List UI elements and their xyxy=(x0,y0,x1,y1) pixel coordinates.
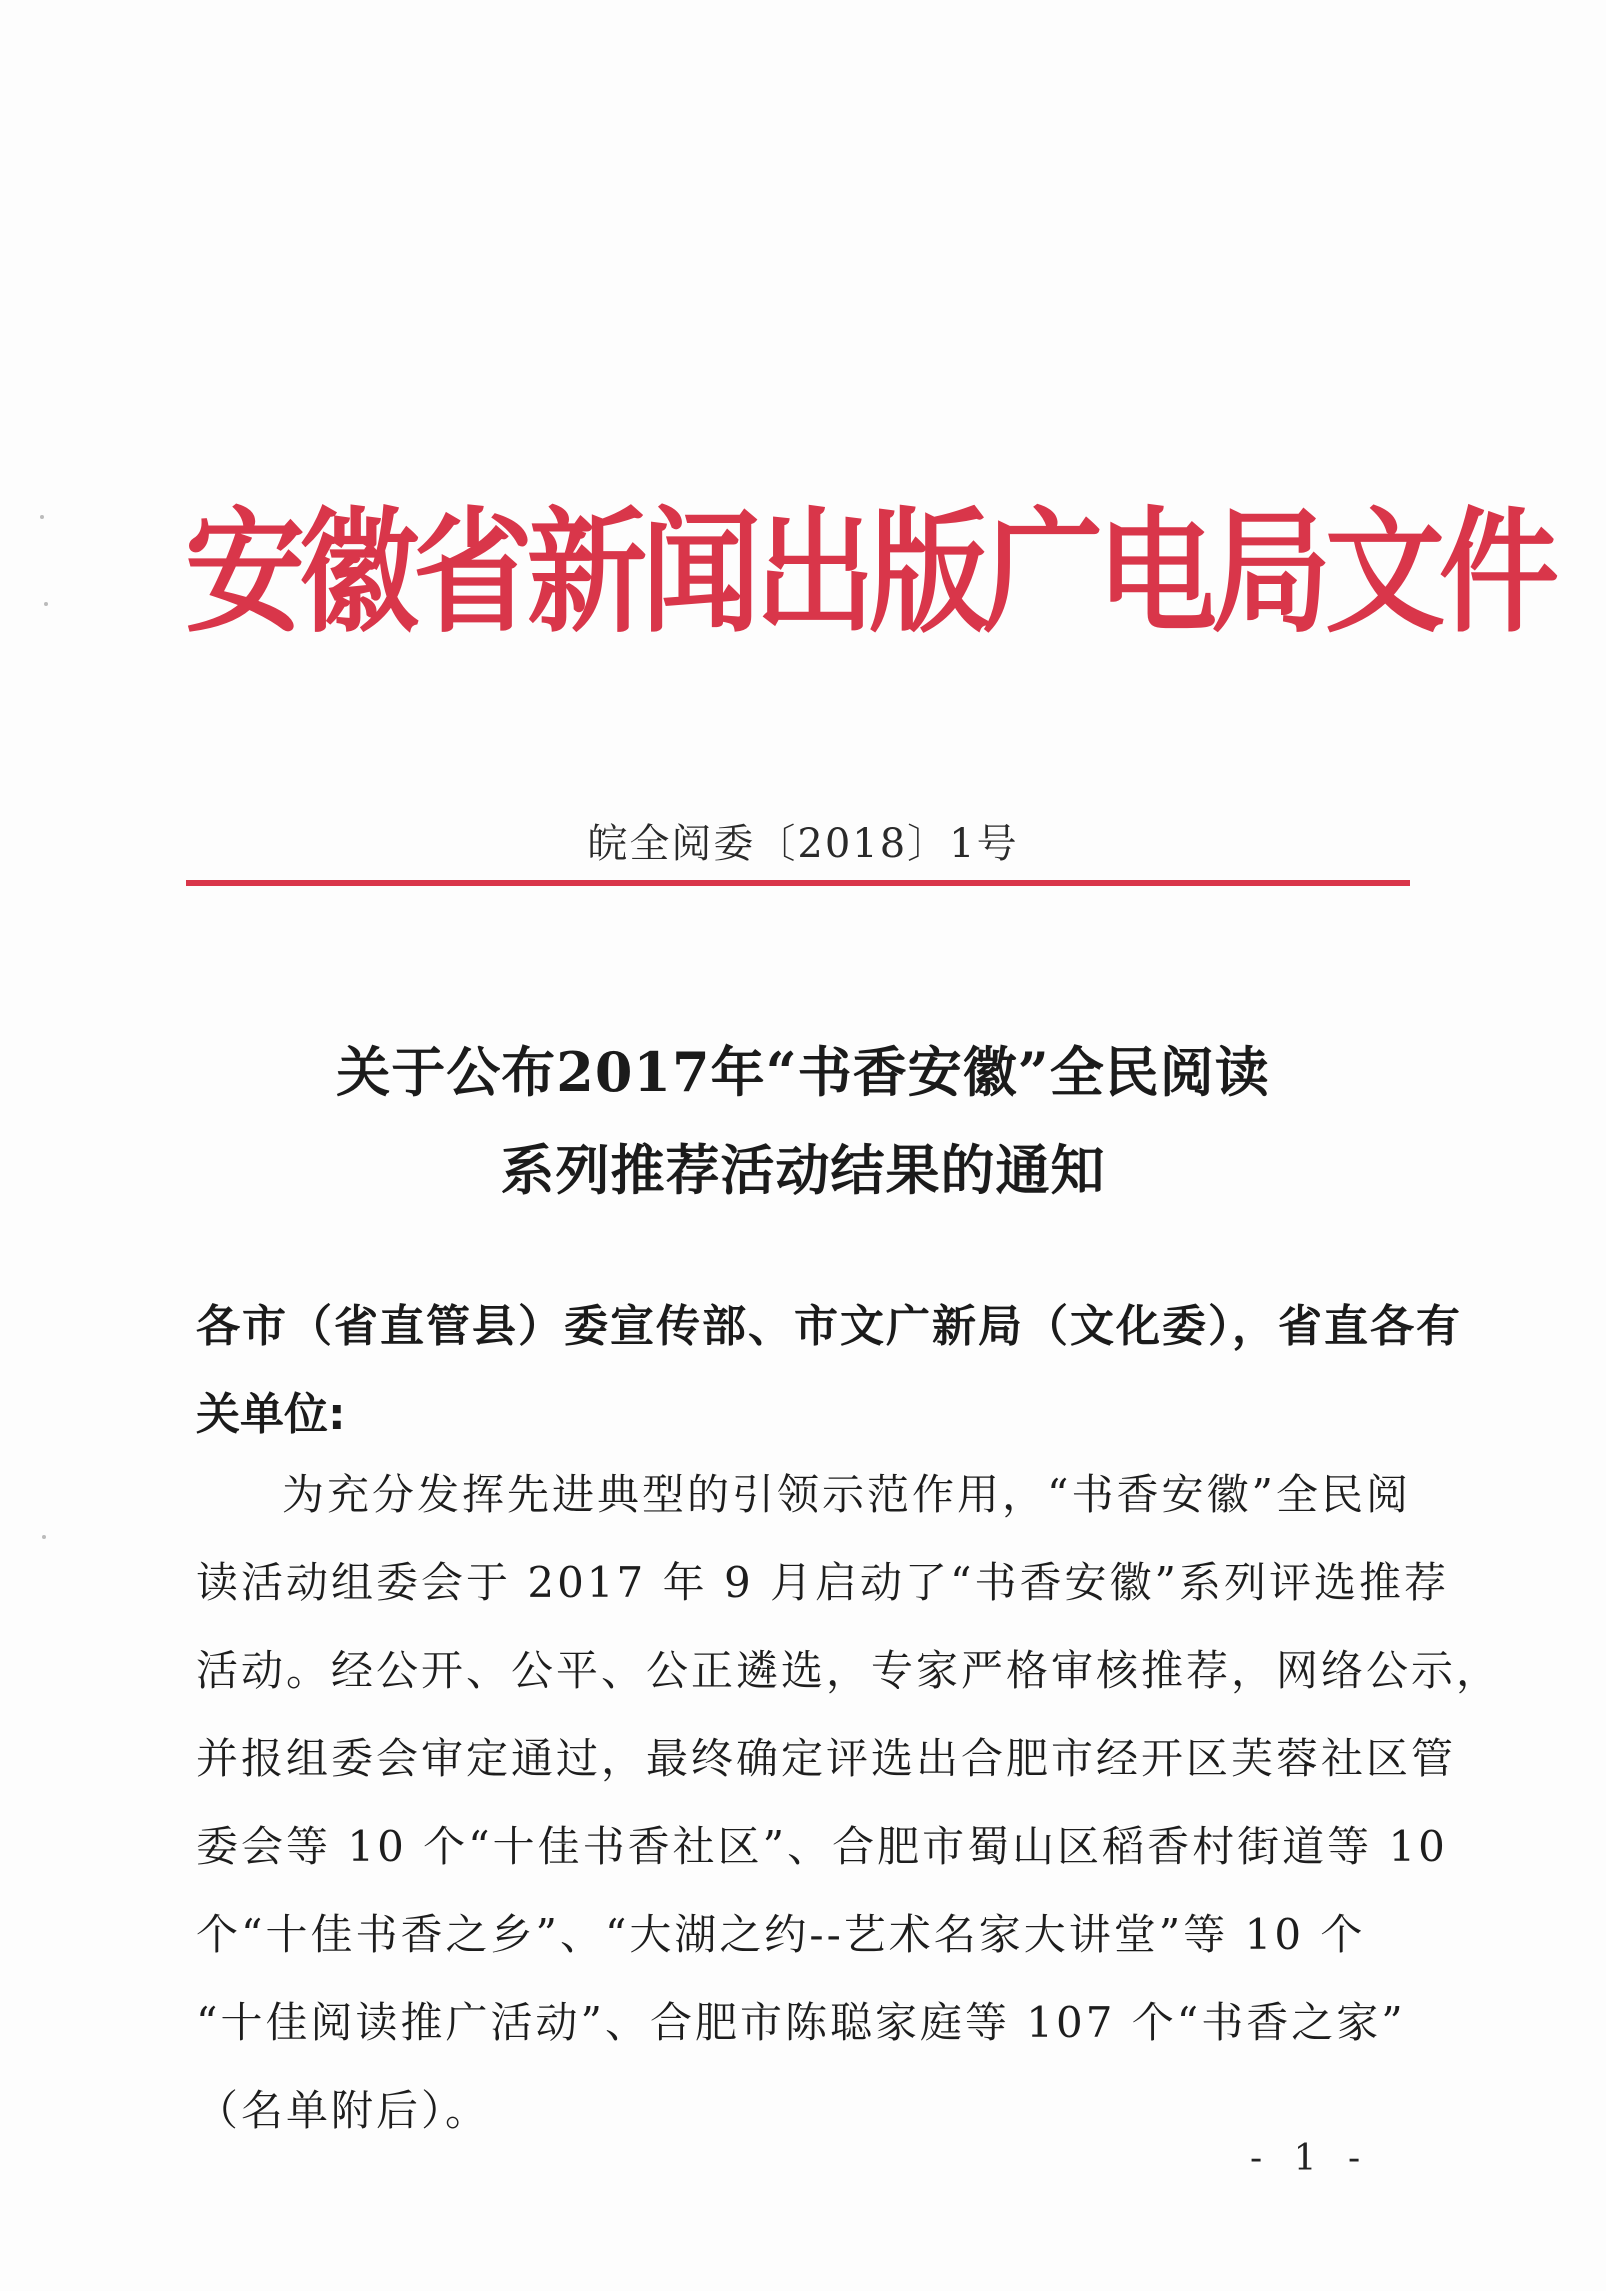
notice-title-line-2: 系列推荐活动结果的通知 xyxy=(500,1138,1106,1202)
document-number: 皖全阅委〔2018〕1号 xyxy=(587,821,1019,867)
body-line-4: 并报组委会审定通过，最终确定评选出合肥市经开区芙蓉社区管 xyxy=(196,1734,1457,1783)
body-line-1: 为充分发挥先进典型的引领示范作用，“书香安徽”全民阅 xyxy=(282,1470,1411,1519)
scan-speck xyxy=(44,602,48,606)
notice-title-line-1: 关于公布2017年“书香安徽”全民阅读 xyxy=(336,1040,1270,1104)
page-number: - 1 - xyxy=(1250,2138,1371,2179)
body-line-6: 个“十佳书香之乡”、“大湖之约--艺术名家大讲堂”等 10 个 xyxy=(196,1910,1366,1959)
body-line-8: （名单附后）。 xyxy=(196,2086,491,2135)
scan-speck xyxy=(42,1535,46,1539)
body-line-3: 活动。经公开、公平、公正遴选，专家严格审核推荐，网络公示， xyxy=(196,1646,1502,1695)
body-line-2: 读活动组委会于 2017 年 9 月启动了“书香安徽”系列评选推荐 xyxy=(196,1558,1449,1607)
body-line-5: 委会等 10 个“十佳书香社区”、合肥市蜀山区稻香村街道等 10 xyxy=(196,1822,1448,1871)
letterhead-title: 安徽省新闻出版广电局文件 xyxy=(185,493,1553,652)
scan-speck xyxy=(40,515,44,519)
addressee-line-2: 关单位: xyxy=(196,1389,346,1440)
red-divider-line xyxy=(186,880,1410,886)
body-line-7: “十佳阅读推广活动”、合肥市陈聪家庭等 107 个“书香之家” xyxy=(196,1998,1406,2047)
addressee-line-1: 各市（省直管县）委宣传部、市文广新局（文化委），省直各有 xyxy=(196,1301,1462,1352)
